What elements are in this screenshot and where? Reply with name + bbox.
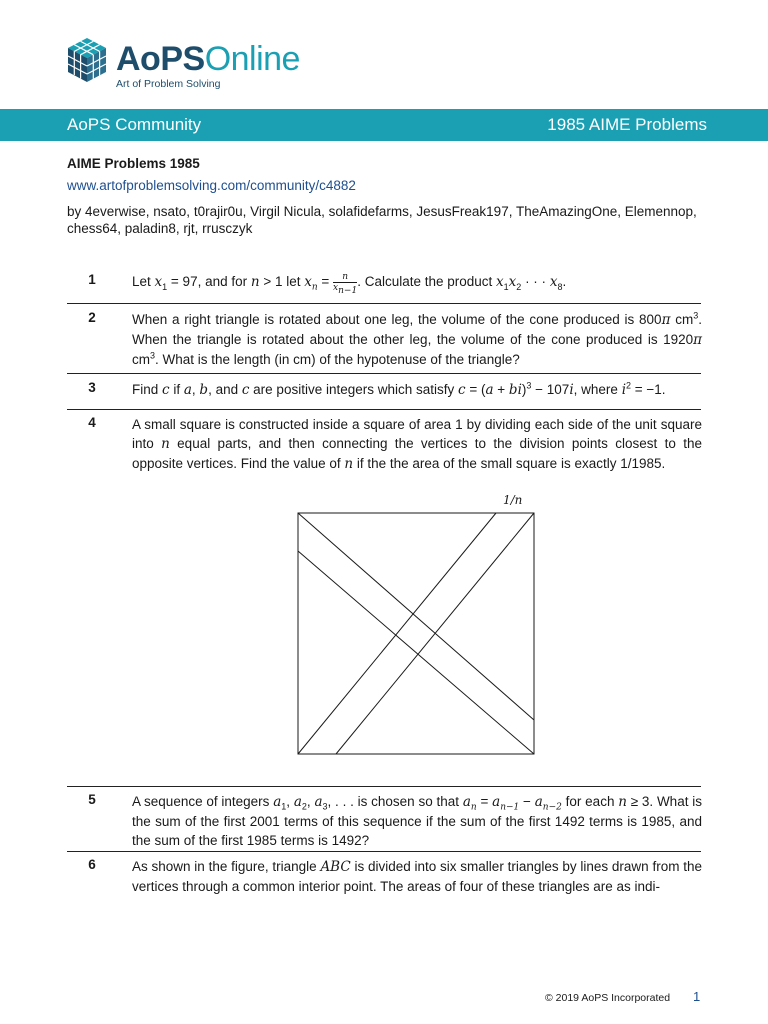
divider (67, 409, 701, 410)
brand-main: AoPS (116, 40, 205, 78)
square-diagram (295, 490, 540, 760)
banner-community[interactable]: AoPS Community (67, 115, 202, 134)
problem-text: Find c if a, b, and c are positive integers which satisfy c = (a + bi)$^3$ − 107i, where $i^2 = -1$. (132, 380, 666, 398)
page-number: 1 (693, 989, 701, 1004)
problem-text: When a right triangle is rotated about one leg, the volume of the cone produced is 800π $cm^3$. When the triangle is rotated about the other leg, the volume of the cone produced is 1920π $cm^3$. What is the length (in cm) of the hypotenuse of the triangle? (132, 310, 702, 367)
figure-label: 1/n (503, 493, 523, 507)
problem-number: 4 (88, 415, 96, 430)
cube-logo-icon (66, 36, 108, 84)
aops-logo[interactable] (66, 36, 326, 92)
problem-text: A sequence of integers $a_1$, $a_2$, $a_3$, . . . is chosen so that $a_n = a_{n-1} - a_{n-2}$ for each n ≥ 3. What is the sum of the first 2001 terms of this sequence if the sum of the first 1492 terms is 1985, and the sum of the first 1985 terms is 1492? (132, 794, 702, 848)
brand-tagline: Art of Problem Solving (116, 78, 221, 90)
problem-number: 5 (88, 792, 96, 807)
problem-text: As shown in the figure, triangle ABC is divided into six smaller triangles by lines drawn from the vertices through a common interior point. The areas of four of these triangles are as indi- (132, 859, 702, 894)
problem-text: Let $x_1 = 97$, and for n > 1 let $x_n$ = $\frac{n}{x_{n-1}}$ . Calculate the product $x_1x_2$ · · · $x_8$. (132, 272, 567, 296)
brand-name (116, 40, 300, 79)
problem-number: 2 (88, 310, 96, 325)
authors-line: by 4everwise, nsato, t0rajir0u, Virgil Nicula, solafidefarms, JesusFreak197, TheAmazingOne, Elemennop, chess64, paladin8, rjt, rrusczyk (67, 204, 697, 236)
problem-number: 6 (88, 857, 96, 872)
problem-text: A small square is constructed inside a square of area 1 by dividing each side of the unit square into n equal parts, and then connecting the vertices to the division points closest to the opposite vertices. Find the value of n if the the area of the small square is exactly 1/1985. (132, 417, 702, 472)
divider (67, 786, 701, 787)
document-title: AIME Problems 1985 (67, 156, 200, 171)
banner-collection-title: 1985 AIME Problems (547, 115, 707, 134)
divider (67, 373, 701, 374)
header-banner (0, 109, 768, 141)
problem-number: 1 (88, 272, 96, 287)
community-link[interactable]: www.artofproblemsolving.com/community/c4882 (67, 178, 356, 193)
problem-number: 3 (88, 380, 96, 395)
brand-accent: Online (204, 40, 300, 78)
divider (67, 851, 701, 852)
footer-copyright: © 2019 AoPS Incorporated (545, 992, 671, 1004)
divider (67, 303, 701, 304)
